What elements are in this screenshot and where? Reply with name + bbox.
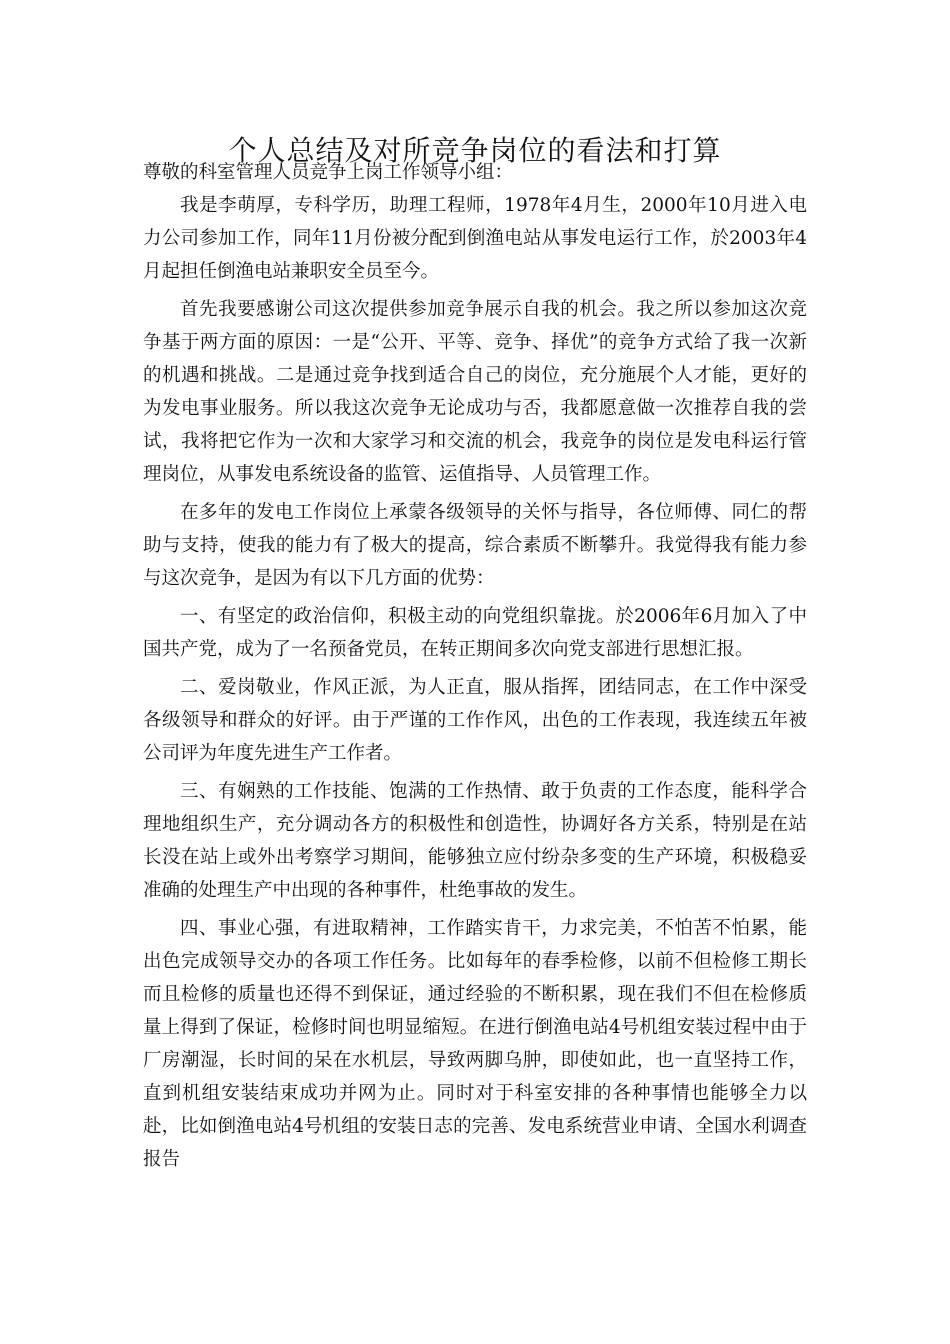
document-body [143,156,807,1181]
paragraph-point-three: 三、有娴熟的工作技能、饱满的工作热情、敢于负责的工作态度，能科学合理地组织生产，充分调动各方的积极性和创造性，协调好各方关系，特别是在站长没在站上或外出考察学习期间，能够独立应付纷杂多变的生产环境，积极稳妥准确的处理生产中出现的各种事件，杜绝事故的发生。 [143,781,807,901]
salutation: 尊敬的科室管理人员竞争上岗工作领导小组： [143,162,514,183]
paragraph-point-one: 一、有坚定的政治信仰，积极主动的向党组织靠拢。於2006年6月加入了中国共产党，成为了一名预备党员，在转正期间多次向党支部进行思想汇报。 [143,606,807,660]
document-title: 个人总结及对所竞争岗位的看法和打算 [228,133,722,167]
paragraph-point-two: 二、爱岗敬业，作风正派，为人正直，服从指挥，团结同志，在工作中深受各级领导和群众的好评。由于严谨的工作作风，出色的工作表现，我连续五年被公司评为年度先进生产工作者。 [143,677,807,764]
paragraph-point-four: 四、事业心强，有进取精神，工作踏实肯干，力求完美，不怕苦不怕累，能出色完成领导交办的各项工作任务。比如每年的春季检修，以前不但检修工期长而且检修的质量也还得不到保证，通过经验的不断积累，现在我们不但在检修质量上得到了保证，检修时间也明显缩短。在进行倒渔电站4号机组安装过程中由于厂房潮湿，长时间的呆在水机层，导致两脚乌肿，即使如此，也一直坚持工作，直到机组安装结束成功并网为止。同时对于科室安排的各种事情也能够全力以赴，比如倒渔电站4号机组的安装日志的完善、发电系统营业申请、全国水利调查报告 [143,918,807,1170]
paragraph-motivation: 首先我要感谢公司这次提供参加竞争展示自我的机会。我之所以参加这次竞争基于两方面的原因：一是“公开、平等、竞争、择优”的竞争方式给了我一次新的机遇和挑战。二是通过竞争找到适合自己的岗位，充分施展个人才能，更好的为发电事业服务。所以我这次竞争无论成功与否，我都愿意做一次推荐自我的尝试，我将把它作为一次和大家学习和交流的机会，我竞争的岗位是发电科运行管理岗位，从事发电系统设备的监管、运值指导、人员管理工作。 [143,299,807,485]
paragraph-introduction: 我是李萌厚，专科学历，助理工程师，1978年4月生，2000年10月进入电力公司参加工作，同年11月份被分配到倒渔电站从事发电运行工作，於2003年4月起担任倒渔电站兼职安全员至今。 [143,195,807,282]
paragraph-advantages-intro: 在多年的发电工作岗位上承蒙各级领导的关怀与指导，各位师傅、同仁的帮助与支持，使我的能力有了极大的提高，综合素质不断攀升。我觉得我有能力参与这次竞争，是因为有以下几方面的优势： [143,502,807,589]
